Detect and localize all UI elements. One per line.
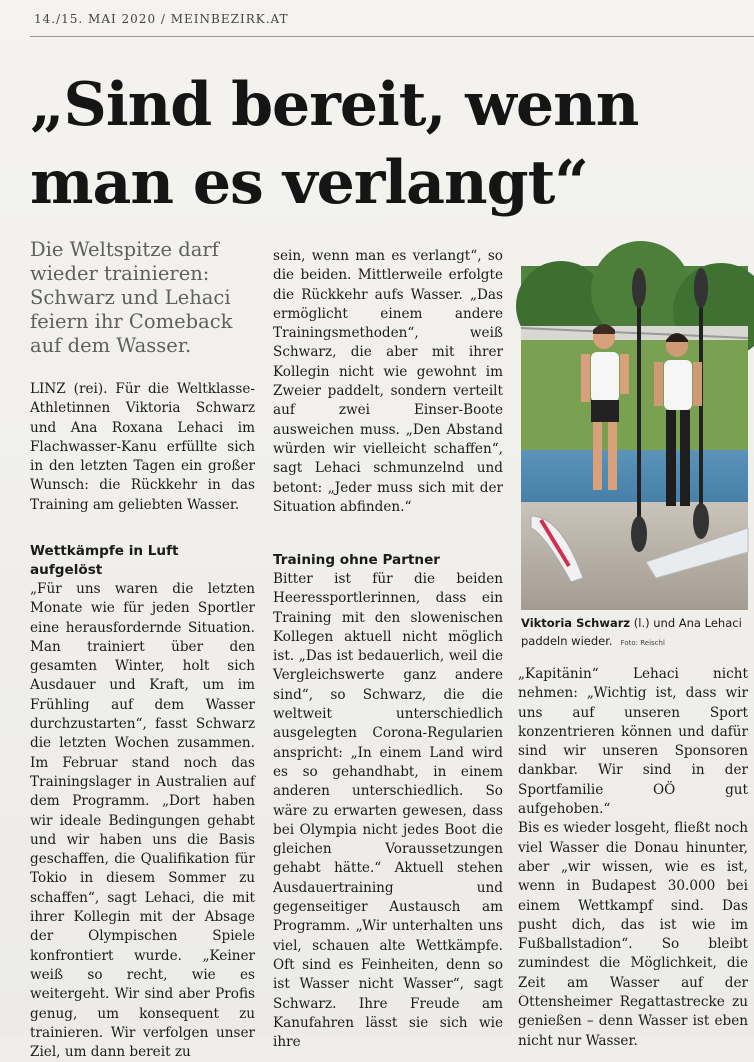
crosshead-wettkaempfe: Wettkämpfe in Luft aufgelöst (30, 543, 179, 578)
column-2-section (273, 551, 503, 1052)
headline (30, 66, 750, 222)
column-1-section (30, 542, 255, 1062)
page-header: 14./15. MAI 2020 / MEINBEZIRK.AT (34, 12, 289, 26)
caption-names: Viktoria Schwarz (521, 616, 631, 630)
column-2 (273, 247, 503, 517)
caption-text: (l.) und Ana Lehaci paddeln wieder. (521, 616, 742, 648)
kayak-athletes-photo (521, 266, 748, 610)
column-1-body: „Für uns waren die letzten Monate wie für jeden Sportler eine herausfordernde Situation. Man trainiert über den gesamten Winter, holt sich Ausdauer und Kraft, um im Frühling auf dem Wasser durchzustarten“, fasst Schwarz die letzten Wochen zusammen. Im Februar stand noch das Trainingslager in Australien auf dem Programm. „Dort haben wir ideale Bedingungen gehabt und wir haben uns die Basis geschaffen, die Qualifikation für Tokio in diesem Sommer zu schaffen“, sagt Lehaci, die mit ihrer Kollegin mit der Absage der Olympischen Spiele konfrontiert wurde. „Keiner weiß so recht, wie es weitergeht. Wir sind aber Profis genug, um konsequent zu trainieren. Wir verfolgen unser Ziel, um dann bereit zu (30, 581, 255, 1061)
column-3-body-1: „Kapitänin“ Lehaci nicht nehmen: „Wichtig ist, dass wir uns auf unseren Sport konzentrieren können und dafür sind wir unseren Sponsoren dankbar. Wir sind in der Sportfamilie OÖ gut aufgehoben.“ (518, 666, 748, 818)
intro-paragraph: LINZ (rei). Für die Weltklasse-Athletinnen Viktoria Schwarz und Ana Roxana Lehaci im Flachwasser-Kanu erfüllte sich in den letzten Tagen ein großer Wunsch: die Rückkehr in das Training am geliebten Wasser. (30, 381, 255, 513)
photo-illustration (521, 266, 748, 610)
column-2-body-1: sein, wenn man es verlangt“, so die beiden. Mittlerweile erfolgte die Rückkehr aufs Wasser. „Das ermöglicht einem andere Trainingsmethoden“, weiß Schwarz, die aber mit ihrer Kollegin nicht wie gewohnt im Zweier paddelt, sondern verteilt auf zwei Einser-Boote ausweichen muss. „Den Abstand würden wir vielleicht schaffen“, sagt Lehaci schmunzelnd und betont: „Jeder muss sich mit der Situation abfinden.“ (273, 248, 503, 515)
column-3 (518, 665, 748, 1051)
photo-credit: Foto: Reischl (620, 639, 665, 647)
photo-caption (521, 614, 751, 652)
column-3-body-2: Bis es wieder losgeht, fließt noch viel Wasser die Donau hinunter, aber „wir wissen, wie es ist, wenn in Budapest 30.000 bei einem Wettkampf sind. Das pusht dich, das ist wie im Fußballstadion“. So bleibt zumindest die Möglichkeit, die Zeit am Wasser auf der Ottensheimer Regattastrecke zu genießen – denn Wasser ist eben nicht nur Wasser. (518, 820, 748, 1049)
column-2-body-2: Bitter ist für die beiden Heeressportlerinnen, dass ein Training mit den slowenischen Kollegen aktuell nicht möglich ist. „Das ist bedauerlich, weil die Vergleichswerte ganz andere sind“, so Schwarz, die die weltweit unterschiedlich ausgelegten Corona-Regularien anspricht: „In einem Land wird es so gehandhabt, in einem anderen unterschiedlich. So wäre zu erwarten gewesen, dass bei Olympia nicht jedes Boot die gleichen Voraussetzungen gehabt hätte.“ Aktuell stehen Ausdauertraining und gegenseitiger Austausch am Programm. „Wir unterhalten uns viel, schauen alte Wettkämpfe. Oft sind es Feinheiten, denn so ist Wasser nicht Wasser“, sagt Schwarz. Ihre Freude am Kanufahren lässt sie sich wie ihre (273, 571, 503, 1051)
column-1 (30, 380, 255, 515)
headline-line-2: man es verlangt“ (30, 148, 588, 218)
headline-line-1: „Sind bereit, wenn (30, 70, 639, 140)
header-divider (30, 36, 754, 37)
subheadline: Die Weltspitze darf wieder trainieren: Schwarz und Lehaci feiern ihr Comeback auf dem Wasser. (30, 238, 233, 357)
crosshead-training: Training ohne Partner (273, 552, 441, 568)
